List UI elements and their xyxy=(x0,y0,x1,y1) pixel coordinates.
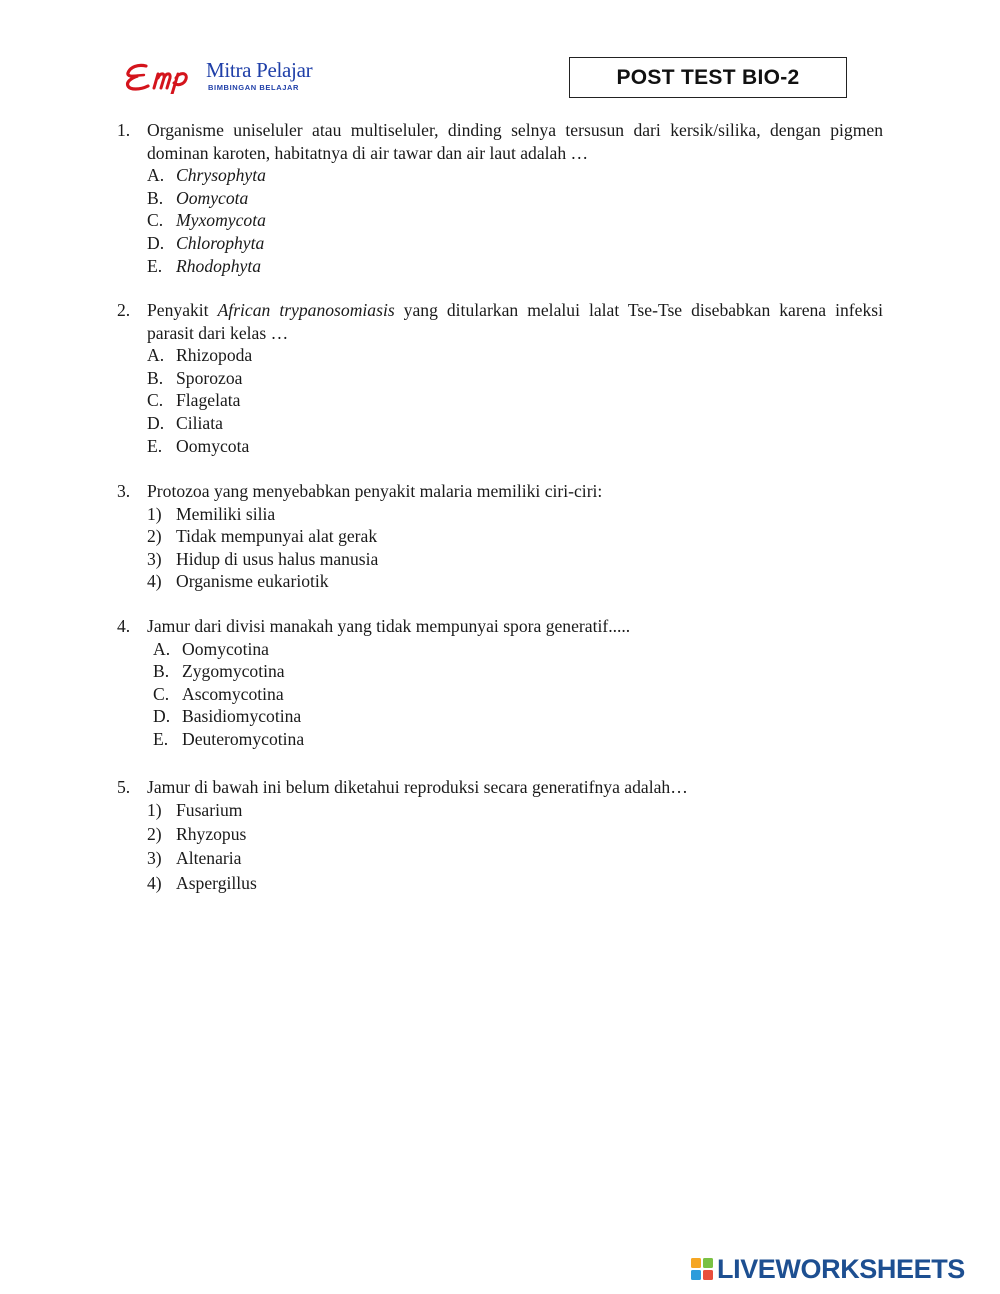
brand-name: LIVEWORKSHEETS xyxy=(717,1253,965,1284)
option-4[interactable] xyxy=(147,872,883,896)
option-label: Ciliata xyxy=(176,412,223,433)
option-label: Rhyzopus xyxy=(176,823,247,844)
option-key: C. xyxy=(147,390,164,411)
question-text: Jamur di bawah ini belum diketahui reproduksi secara generatifnya adalah… xyxy=(147,777,688,797)
option-1[interactable] xyxy=(147,799,883,823)
option-label: Oomycotina xyxy=(182,638,269,659)
option-key: 1) xyxy=(147,503,162,524)
option-2[interactable] xyxy=(147,525,883,548)
option-key: D. xyxy=(153,706,171,727)
option-a[interactable] xyxy=(153,638,883,661)
option-c[interactable] xyxy=(147,209,883,232)
option-b[interactable] xyxy=(147,187,883,210)
question-text-end: yang ditularkan melalui lalat Tse-Tse disebabkan karena infeksi parasit dari kelas … xyxy=(147,300,883,343)
option-label: Memiliki silia xyxy=(176,503,276,524)
question-text xyxy=(147,299,883,344)
question-5 xyxy=(117,776,883,896)
brand-logo xyxy=(124,58,324,98)
option-key: 3) xyxy=(147,848,162,869)
option-c[interactable] xyxy=(153,683,883,706)
mitra-pelajar-logo-mark xyxy=(124,58,204,94)
option-label: Ascomycotina xyxy=(182,683,284,704)
question-3 xyxy=(117,480,883,593)
option-a[interactable] xyxy=(147,164,883,187)
question-text: Organisme uniseluler atau multiseluler, dinding selnya tersusun dari kersik/silika, dengan pigmen dominan karoten, habitatnya di air tawar dan air laut adalah … xyxy=(147,120,883,163)
option-label: Zygomycotina xyxy=(182,661,285,682)
option-key: D. xyxy=(147,412,165,433)
option-label: Oomycota xyxy=(176,435,250,456)
option-label: Myxomycota xyxy=(176,210,266,231)
question-text-italic: African trypanosomiasis xyxy=(217,300,395,320)
logo-tagline: BIMBINGAN BELAJAR xyxy=(208,83,300,92)
option-label: Rhizopoda xyxy=(176,345,253,366)
option-d[interactable] xyxy=(147,232,883,255)
logo-name: Mitra Pelajar xyxy=(206,58,313,82)
option-a[interactable] xyxy=(147,344,883,367)
option-key: 3) xyxy=(147,548,162,569)
option-key: E. xyxy=(147,255,163,276)
option-label: Aspergillus xyxy=(176,872,257,893)
question-text: Protozoa yang menyebabkan penyakit malaria memiliki ciri-ciri: xyxy=(147,481,603,501)
option-list xyxy=(147,344,883,457)
question-number: 2. xyxy=(117,300,131,320)
option-label: Altenaria xyxy=(176,848,242,869)
option-3[interactable] xyxy=(147,548,883,571)
option-d[interactable] xyxy=(153,705,883,728)
option-4[interactable] xyxy=(147,570,883,593)
option-2[interactable] xyxy=(147,823,883,847)
liveworksheets-brand[interactable] xyxy=(690,1254,965,1284)
option-label: Organisme eukariotik xyxy=(176,571,329,592)
option-e[interactable] xyxy=(153,728,883,751)
option-e[interactable] xyxy=(147,435,883,458)
option-key: 4) xyxy=(147,872,162,893)
question-number: 3. xyxy=(117,481,131,501)
option-e[interactable] xyxy=(147,255,883,278)
option-label: Basidiomycotina xyxy=(182,706,302,727)
question-number: 5. xyxy=(117,777,131,797)
question-1 xyxy=(117,119,883,277)
option-label: Chlorophyta xyxy=(176,232,265,253)
option-label: Chrysophyta xyxy=(176,165,266,186)
option-key: E. xyxy=(153,728,169,749)
option-b[interactable] xyxy=(147,367,883,390)
option-3[interactable] xyxy=(147,847,883,871)
option-key: A. xyxy=(147,345,165,366)
option-key: 2) xyxy=(147,526,162,547)
option-label: Oomycota xyxy=(176,187,249,208)
option-key: 1) xyxy=(147,799,162,820)
option-key: A. xyxy=(147,165,165,186)
question-text: Jamur dari divisi manakah yang tidak mempunyai spora generatif..... xyxy=(147,616,631,636)
option-key: B. xyxy=(147,367,164,388)
option-key: D. xyxy=(147,232,165,253)
question-2 xyxy=(117,299,883,457)
option-label: Rhodophyta xyxy=(176,255,262,276)
option-key: 2) xyxy=(147,823,162,844)
option-d[interactable] xyxy=(147,412,883,435)
option-1[interactable] xyxy=(147,503,883,526)
option-label: Tidak mempunyai alat gerak xyxy=(176,526,378,547)
option-key: B. xyxy=(153,661,170,682)
option-label: Flagelata xyxy=(176,390,241,411)
option-list xyxy=(153,638,883,751)
option-c[interactable] xyxy=(147,389,883,412)
option-list xyxy=(147,503,883,593)
question-number: 4. xyxy=(117,616,131,636)
liveworksheets-logo-icon xyxy=(690,1257,714,1281)
question-4 xyxy=(117,615,883,751)
option-label: Sporozoa xyxy=(176,367,243,388)
option-key: C. xyxy=(153,683,170,704)
option-label: Deuteromycotina xyxy=(182,728,305,749)
option-label: Fusarium xyxy=(176,799,243,820)
option-key: E. xyxy=(147,435,163,456)
option-key: C. xyxy=(147,210,164,231)
option-key: 4) xyxy=(147,571,162,592)
question-text-start: Penyakit xyxy=(147,300,218,320)
page-title: POST TEST BIO-2 xyxy=(569,57,847,98)
option-key: A. xyxy=(153,638,171,659)
option-b[interactable] xyxy=(153,660,883,683)
option-list xyxy=(147,799,883,897)
option-label: Hidup di usus halus manusia xyxy=(176,548,379,569)
option-key: B. xyxy=(147,187,164,208)
option-list xyxy=(147,164,883,277)
question-number: 1. xyxy=(117,120,131,140)
